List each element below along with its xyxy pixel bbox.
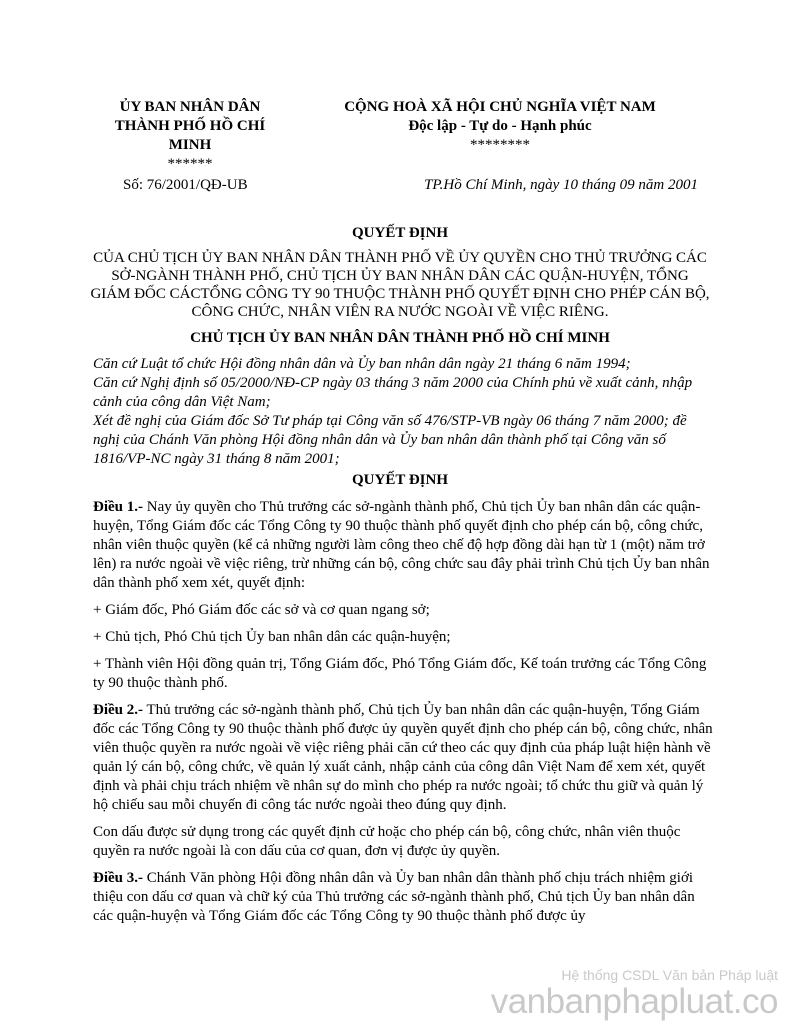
article-1-label: Điều 1.- (93, 499, 143, 515)
article-1-item: + Thành viên Hội đồng quản trị, Tổng Giám đốc, Phó Tổng Giám đốc, Kế toán trưởng các Tổng Công ty 90 thuộc thành phố. (93, 656, 707, 691)
article-2-text: Thủ trưởng các sở-ngành thành phố, Chủ tịch Ủy ban nhân dân các quận-huyện, Tổng Giám đốc các Tổng Công ty 90 thuộc thành phố được ủy quyền quyết định cho phép cán bộ, công chức, nhân viên thuộc quyền ra nước ngoài về việc riêng phải căn cứ theo các quy định của pháp luật hiện hành về quản lý cán bộ, công chức, về quản lý xuất cảnh, nhập cảnh của công dân Việt Nam để xem xét, quyết định và phải chịu trách nhiệm về nhân sự do mình cho phép ra nước ngoài; tổ chức thu giữ và quản lý hộ chiếu sau mỗi chuyến đi công tác nước ngoài theo đúng quy định. (93, 702, 713, 813)
document-subtitle: CỦA CHỦ TỊCH ỦY BAN NHÂN DÂN THÀNH PHỐ VỀ ỦY QUYỀN CHO THỦ TRƯỞNG CÁC SỞ-NGÀNH THÀNH PHỐ, CHỦ TỊCH ỦY BAN NHÂN DÂN CÁC QUẬN-HUYỆN, TỔNG GIÁM ĐỐC CÁCTỔNG CÔNG TY 90 THUỘC THÀNH PHỐ QUYẾT ĐỊNH CHO PHÉP CÁN BỘ, CÔNG CHỨC, NHÂN VIÊN RA NƯỚC NGOÀI VỀ VIỆC RIÊNG. (90, 250, 710, 320)
watermark-caption: Hệ thống CSDL Văn bản Pháp luật (561, 967, 778, 983)
agency-line: ỦY BAN NHÂN DÂN (119, 99, 261, 115)
article-1-item: + Chủ tịch, Phó Chủ tịch Ủy ban nhân dân các quận-huyện; (93, 629, 451, 645)
document-title: QUYẾT ĐỊNH (352, 225, 448, 241)
article-3-label: Điều 3.- (93, 870, 143, 886)
basis-item: Căn cứ Luật tổ chức Hội đồng nhân dân và Ủy ban nhân dân ngày 21 tháng 6 năm 1994; (93, 356, 631, 372)
article-2-label: Điều 2.- (93, 702, 143, 718)
decision-heading: QUYẾT ĐỊNH (352, 472, 448, 488)
agency-separator: ****** (167, 156, 213, 172)
motto-separator: ******** (470, 137, 530, 153)
article-1-item: + Giám đốc, Phó Giám đốc các sở và cơ quan ngang sở; (93, 602, 430, 618)
basis-item: Xét đề nghị của Giám đốc Sở Tư pháp tại Công văn số 476/STP-VB ngày 06 tháng 7 năm 2000; đề nghị của Chánh Văn phòng Hội đồng nhân dân và Ủy ban nhân dân thành phố tại Công văn số 1816/VP-NC ngày 31 tháng 8 năm 2001; (93, 413, 687, 467)
basis-item: Căn cứ Nghị định số 05/2000/NĐ-CP ngày 03 tháng 3 năm 2000 của Chính phủ về xuất cảnh, nhập cảnh của công dân Việt Nam; (93, 375, 693, 410)
motto: Độc lập - Tự do - Hạnh phúc (408, 118, 592, 134)
legal-basis (93, 355, 713, 469)
national-header (320, 98, 680, 155)
article-1 (93, 498, 713, 593)
document-number: Số: 76/2001/QĐ-UB (123, 177, 248, 193)
article-3 (93, 869, 713, 926)
agency-line: MINH (168, 137, 212, 153)
article-1-text: Nay ủy quyền cho Thủ trưởng các sở-ngành thành phố, Chủ tịch Ủy ban nhân dân các quận-huyện, Tổng Giám đốc các Tổng Công ty 90 thuộc thành phố quyết định cho phép cán bộ, công chức, nhân viên thuộc quyền (kể cả những người làm công theo chế độ hợp đồng dài hạn từ 1 (một) năm trở lên) ra nước ngoài về việc riêng, trừ những cán bộ, công chức sau đây phải trình Chủ tịch Ủy ban nhân dân thành phố xem xét, quyết định: (93, 499, 710, 591)
document-body (93, 498, 713, 934)
issuer-title: CHỦ TỊCH ỦY BAN NHÂN DÂN THÀNH PHỐ HỒ CHÍ MINH (190, 330, 610, 346)
nation-name: CỘNG HOÀ XÃ HỘI CHỦ NGHĨA VIỆT NAM (344, 99, 656, 115)
article-3-text: Chánh Văn phòng Hội đồng nhân dân và Ủy ban nhân dân thành phố chịu trách nhiệm giới thiệu con dấu cơ quan và chữ ký của Thủ trưởng các sở-ngành thành phố, Chủ tịch Ủy ban nhân dân các quận-huyện và Tổng Giám đốc các Tổng Công ty 90 thuộc thành phố được ủy (93, 870, 695, 924)
watermark-site: vanbanphapluat.co (490, 982, 778, 1021)
article-2-paragraph: Con dấu được sử dụng trong các quyết định cử hoặc cho phép cán bộ, công chức, nhân viên thuộc quyền ra nước ngoài là con dấu của cơ quan, đơn vị được ủy quyền. (93, 824, 681, 859)
place-date: TP.Hồ Chí Minh, ngày 10 tháng 09 năm 2001 (424, 177, 698, 193)
article-2 (93, 701, 713, 815)
agency-line: THÀNH PHỐ HỒ CHÍ (114, 118, 266, 134)
issuing-agency (110, 98, 270, 174)
